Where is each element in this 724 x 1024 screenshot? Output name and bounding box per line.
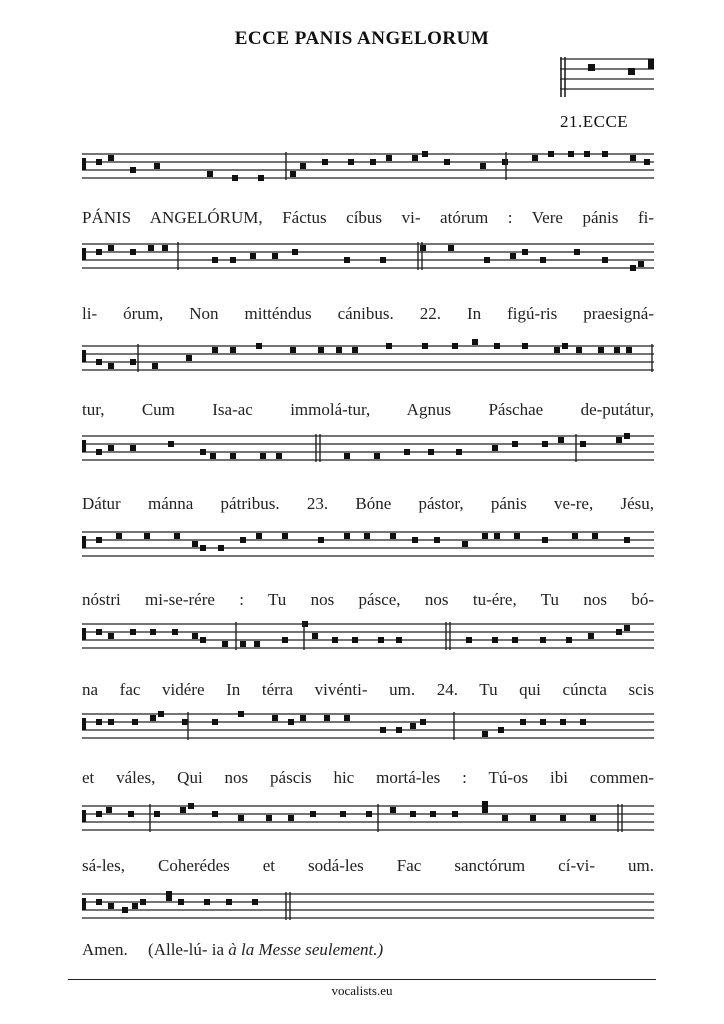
clef-mark: [82, 440, 86, 452]
lyric-line: nóstri mi-se-rére : Tu nos pásce, nos tu-ére, Tu nos bó-: [82, 590, 654, 609]
footer-text: vocalists.eu: [331, 983, 393, 998]
neume: [510, 253, 516, 259]
chant-staff: [82, 530, 654, 558]
neume: [364, 533, 370, 539]
neume: [212, 257, 218, 263]
neume: [514, 533, 520, 539]
neume: [130, 445, 136, 451]
neume: [410, 811, 416, 817]
lyric-line: PÁNIS ANGELÓRUM, Fáctus cíbus vi- atórum : Vere pánis fi-: [82, 208, 654, 227]
neume: [128, 811, 134, 817]
neume: [332, 637, 338, 643]
neume: [222, 641, 228, 647]
neume: [168, 441, 174, 447]
rubric-text: à la Messe seulement.): [228, 940, 384, 959]
neume: [352, 347, 358, 353]
neume: [574, 249, 580, 255]
neume: [96, 537, 102, 543]
chant-staff: [82, 242, 654, 270]
chant-staff: [82, 344, 654, 372]
neume: [207, 171, 213, 177]
neume: [132, 719, 138, 725]
neume: [140, 899, 146, 905]
neume: [200, 545, 206, 551]
neume: [324, 715, 330, 721]
neume: [226, 899, 232, 905]
neume: [530, 815, 536, 821]
neume: [150, 715, 156, 721]
neume: [212, 719, 218, 725]
neume: [624, 625, 630, 631]
neume: [412, 537, 418, 543]
neume: [230, 257, 236, 263]
neume: [452, 811, 458, 817]
neume: [130, 167, 136, 173]
neume: [348, 159, 354, 165]
amen-text: Amen.: [82, 940, 128, 959]
neume: [96, 899, 102, 905]
neume: [404, 449, 410, 455]
neume: [272, 715, 278, 721]
neume: [108, 719, 114, 725]
chant-staff: [82, 434, 654, 462]
neume: [572, 533, 578, 539]
neume: [116, 533, 122, 539]
chant-staff: [82, 804, 654, 832]
neume: [390, 533, 396, 539]
closing-line: [82, 940, 654, 960]
neume: [482, 533, 488, 539]
neume: [272, 253, 278, 259]
clef-mark: [82, 810, 86, 822]
neume: [96, 449, 102, 455]
chant-staff: [82, 892, 654, 920]
neume: [558, 437, 564, 443]
neume: [300, 163, 306, 169]
neume: [318, 537, 324, 543]
neume: [106, 807, 112, 813]
neume: [386, 343, 392, 349]
neume: [374, 453, 380, 459]
alleluia-text: (Alle-lú- ia: [148, 940, 225, 959]
neume: [204, 899, 210, 905]
neume: [562, 343, 568, 349]
neume: [352, 637, 358, 643]
neume: [132, 903, 138, 909]
neume: [452, 343, 458, 349]
clef-mark: [82, 536, 86, 548]
chant-staff: [82, 712, 654, 740]
neume: [200, 449, 206, 455]
neume: [480, 163, 486, 169]
neume: [378, 637, 384, 643]
neume: [290, 347, 296, 353]
neume: [240, 537, 246, 543]
neume: [396, 637, 402, 643]
neume: [200, 637, 206, 643]
neume: [580, 719, 586, 725]
neume: [96, 159, 102, 165]
clef-mark: [82, 158, 86, 170]
neume: [276, 453, 282, 459]
neume: [410, 723, 416, 729]
neume: [540, 257, 546, 263]
neume: [340, 811, 346, 817]
neume: [420, 719, 426, 725]
neume: [230, 453, 236, 459]
neume: [566, 637, 572, 643]
neume: [428, 449, 434, 455]
lyric-line: tur, Cum Isa-ac immolá-tur, Agnus Páschae de-putátur,: [82, 400, 654, 419]
neume: [532, 155, 538, 161]
neume: [288, 719, 294, 725]
neume: [494, 533, 500, 539]
neume: [254, 641, 260, 647]
neume: [386, 155, 392, 161]
neume: [96, 249, 102, 255]
neume: [644, 159, 650, 165]
neume: [502, 159, 508, 165]
neume: [230, 347, 236, 353]
neume: [232, 175, 238, 181]
neume: [624, 433, 630, 439]
neume: [218, 545, 224, 551]
neume: [108, 445, 114, 451]
neume: [344, 715, 350, 721]
neume: [154, 811, 160, 817]
neume: [492, 445, 498, 451]
neume: [540, 719, 546, 725]
neume: [588, 633, 594, 639]
neume: [150, 629, 156, 635]
neume: [502, 815, 508, 821]
neume: [192, 633, 198, 639]
neume: [154, 163, 160, 169]
neume: [472, 339, 478, 345]
neume: [152, 363, 158, 369]
neume: [430, 811, 436, 817]
neume: [180, 807, 186, 813]
neume: [178, 899, 184, 905]
neume: [366, 811, 372, 817]
neume: [172, 629, 178, 635]
neume: [256, 343, 262, 349]
clef-mark: [82, 898, 86, 910]
neume: [188, 803, 194, 809]
neume: [322, 159, 328, 165]
neume: [260, 453, 266, 459]
neume: [312, 633, 318, 639]
neume: [148, 245, 154, 251]
neume: [590, 815, 596, 821]
neume: [420, 245, 426, 251]
neume: [310, 811, 316, 817]
lyric-line: et váles, Qui nos páscis hic mortá-les : Tú-os ibi commen-: [82, 768, 654, 787]
neume: [108, 633, 114, 639]
neume: [130, 359, 136, 365]
neume: [162, 245, 168, 251]
neume: [484, 257, 490, 263]
neume: [302, 621, 308, 627]
neume: [238, 815, 244, 821]
neume: [560, 815, 566, 821]
neume: [108, 155, 114, 161]
neume: [576, 347, 582, 353]
neume: [422, 151, 428, 157]
neume: [344, 453, 350, 459]
neume: [630, 265, 636, 271]
neume: [542, 537, 548, 543]
lyric-line: na fac vidére In térra vivénti- um. 24. Tu qui cúncta scis: [82, 680, 654, 699]
lyric-line: Dátur mánna pátribus. 23. Bóne pástor, pánis ve-re, Jésu,: [82, 494, 654, 513]
neume: [292, 249, 298, 255]
neume: [554, 347, 560, 353]
lyric-line: sá-les, Coherédes et sodá-les Fac sanctórum cí-vi- um.: [82, 856, 654, 875]
neume: [624, 537, 630, 543]
neume: [130, 629, 136, 635]
chant-staff: [82, 152, 654, 180]
neume: [434, 537, 440, 543]
page-title: ECCE PANIS ANGELORUM: [234, 28, 490, 49]
neume: [542, 441, 548, 447]
neume: [638, 261, 644, 267]
neume: [108, 363, 114, 369]
neume: [482, 731, 488, 737]
neume: [482, 807, 488, 813]
neume: [212, 347, 218, 353]
neume: [174, 533, 180, 539]
neume: [300, 715, 306, 721]
neume: [548, 151, 554, 157]
neume: [616, 437, 622, 443]
neume: [568, 151, 574, 157]
neume: [412, 155, 418, 161]
clef-mark: [82, 628, 86, 640]
neume: [96, 629, 102, 635]
neume: [122, 907, 128, 913]
neume: [520, 719, 526, 725]
neume: [250, 253, 256, 259]
neume: [182, 719, 188, 725]
neume: [482, 801, 488, 807]
neume: [512, 637, 518, 643]
neume: [630, 155, 636, 161]
neume: [258, 175, 264, 181]
clef-mark: [82, 350, 86, 362]
neume: [598, 347, 604, 353]
neume: [522, 343, 528, 349]
neume: [616, 629, 622, 635]
neume: [96, 719, 102, 725]
neume: [422, 343, 428, 349]
neume: [266, 815, 272, 821]
neume: [456, 449, 462, 455]
neume: [238, 711, 244, 717]
neume: [512, 441, 518, 447]
neume: [466, 637, 472, 643]
neume: [344, 257, 350, 263]
neume: [370, 159, 376, 165]
neume: [108, 245, 114, 251]
neume: [344, 533, 350, 539]
neume: [130, 249, 136, 255]
clef-mark: [82, 248, 86, 260]
footer-rule: [68, 979, 656, 980]
lyric-line: li- órum, Non mitténdus cánibus. 22. In figú-ris praesigná-: [82, 304, 654, 323]
neume: [396, 727, 402, 733]
chant-number-label: 21.ECCE: [560, 112, 629, 131]
neume: [96, 359, 102, 365]
neume: [256, 533, 262, 539]
intro-staff: [558, 55, 654, 99]
neume: [380, 727, 386, 733]
neume: [462, 541, 468, 547]
neume: [522, 249, 528, 255]
neume: [584, 151, 590, 157]
neume: [380, 257, 386, 263]
neume: [614, 347, 620, 353]
neume: [592, 533, 598, 539]
neume: [252, 899, 258, 905]
chant-staff: [82, 622, 654, 650]
neume: [108, 903, 114, 909]
neume: [210, 453, 216, 459]
neume: [96, 811, 102, 817]
neume: [540, 637, 546, 643]
neume: [602, 151, 608, 157]
neume: [166, 895, 172, 901]
neume: [144, 533, 150, 539]
neume: [494, 343, 500, 349]
neume: [288, 815, 294, 821]
neume: [448, 245, 454, 251]
clef-mark: [82, 718, 86, 730]
neume: [336, 347, 342, 353]
neume: [186, 355, 192, 361]
neume: [212, 811, 218, 817]
neume: [498, 727, 504, 733]
neume: [390, 807, 396, 813]
neume: [444, 159, 450, 165]
neume: [560, 719, 566, 725]
neume: [192, 541, 198, 547]
neume: [626, 347, 632, 353]
neume: [318, 347, 324, 353]
neume: [290, 171, 296, 177]
neume: [602, 257, 608, 263]
neume: [492, 637, 498, 643]
neume: [580, 441, 586, 447]
neume: [240, 641, 246, 647]
neume: [158, 711, 164, 717]
neume: [282, 533, 288, 539]
neume: [282, 637, 288, 643]
